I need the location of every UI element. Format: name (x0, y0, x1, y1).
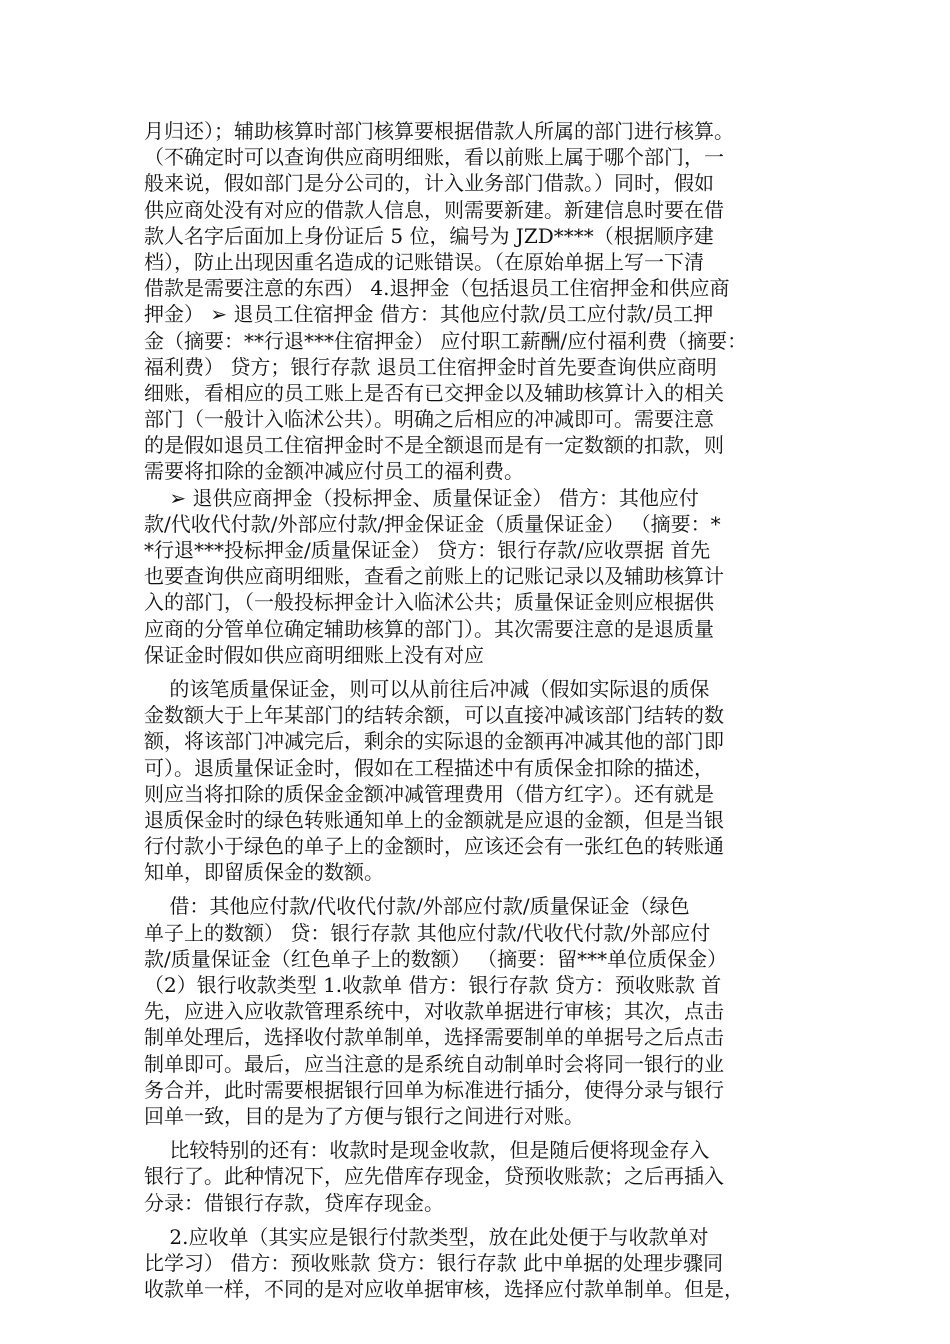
text-line: 可）。退质量保证金时，假如在工程描述中有质保金扣除的描述， (144, 755, 714, 780)
text-line: 的该笔质量保证金，则可以从前往后冲减（假如实际退的质保 (144, 676, 710, 701)
text-line: 制单处理后，选择收付款单制单，选择需要制单的单据号之后点击 (144, 1025, 724, 1050)
text-line: 款/质量保证金（红色单子上的数额） （摘要：留***单位质保金） (144, 946, 728, 971)
text-line: 款/代收代付款/外部应付款/押金保证金（质量保证金） （摘要：* (144, 511, 721, 536)
text-line: 先，应进入应收款管理系统中，对收款单据进行审核；其次，点击 (144, 999, 724, 1024)
text-line: 务合并，此时需要根据银行回单为标准进行插分，使得分录与银行 (144, 1077, 724, 1102)
text-line: 入的部门，（一般投标押金计入临沭公共；质量保证金则应根据供 (144, 590, 714, 615)
text-line: 需要将扣除的金额冲减应付员工的福利费。 (144, 459, 524, 484)
text-line: 回单一致，目的是为了方便与银行之间进行对账。 (144, 1103, 584, 1128)
paragraph-3 (144, 893, 814, 1129)
text-line: （2）银行收款类型 1.收款单 借方：银行存款 贷方：预收账款 首 (144, 973, 722, 997)
paragraph-1 (144, 118, 814, 668)
text-line: 款人名字后面加上身份证后 5 位，编号为 JZD****（根据顺序建 (144, 223, 714, 248)
text-line: 分录：借银行存款，贷库存现金。 (144, 1190, 444, 1215)
text-line: （不确定时可以查询供应商明细账，看以前账上属于哪个部门，一 (144, 145, 724, 170)
paragraph-5 (144, 1224, 814, 1303)
text-line: *行退***投标押金/质量保证金） 贷方：银行存款/应收票据 首先 (144, 538, 711, 562)
text-line: 2.应收单（其实应是银行付款类型，放在此处便于与收款单对 (144, 1224, 709, 1249)
text-line: ➢ 退供应商押金（投标押金、质量保证金） 借方：其他应付 (144, 485, 699, 510)
text-line: 金数额大于上年某部门的结转余额，可以直接冲减该部门结转的数 (144, 703, 724, 728)
text-line: 月归还）；辅助核算时部门核算要根据借款人所属的部门进行核算。 (144, 119, 734, 143)
text-line: 的是假如退员工住宿押金时不是全额退而是有一定数额的扣款，则 (144, 433, 724, 458)
text-line: 押金） ➢ 退员工住宿押金 借方：其他应付款/员工应付款/员工押 (144, 302, 714, 327)
text-line: 部门（一般计入临沭公共）。明确之后相应的冲减即可。需要注意 (144, 407, 714, 432)
text-line: 档），防止出现因重名造成的记账错误。（在原始单据上写一下清 (144, 249, 704, 274)
text-line: 则应当将扣除的质保金金额冲减管理费用（借方红字）。还有就是 (144, 781, 714, 806)
text-line: 知单，即留质保金的数额。 (144, 860, 384, 885)
text-line: 借：其他应付款/代收代付款/外部应付款/质量保证金（绿色 (144, 894, 690, 919)
text-line: 行付款小于绿色的单子上的金额时，应该还会有一张红色的转账通 (144, 834, 724, 859)
text-line: 比较特别的还有：收款时是现金收款，但是随后便将现金存入 (144, 1138, 710, 1163)
text-line: 细账，看相应的员工账上是否有已交押金以及辅助核算计入的相关 (144, 380, 724, 405)
text-line: 应商的分管单位确定辅助核算的部门）。其次需要注意的是退质量 (144, 616, 714, 641)
text-line: 借款是需要注意的东西） 4.退押金（包括退员工住宿押金和供应商 (144, 276, 730, 301)
paragraph-4 (144, 1137, 814, 1216)
text-line: 福利费） 贷方；银行存款 退员工住宿押金时首先要查询供应商明 (144, 354, 717, 379)
text-line: 供应商处没有对应的借款人信息，则需要新建。新建信息时要在借 (144, 197, 724, 222)
text-line: 额，将该部门冲减完后，剩余的实际退的金额再冲减其他的部门即 (144, 729, 724, 754)
text-line: 收款单一样，不同的是对应收单据审核，选择应付款单制单。但是， (144, 1277, 744, 1302)
text-line: 制单即可。最后，应当注意的是系统自动制单时会将同一银行的业 (144, 1051, 724, 1076)
text-line: 比学习） 借方：预收账款 贷方：银行存款 此中单据的处理步骤同 (144, 1250, 724, 1275)
text-line: 银行了。此种情况下，应先借库存现金，贷预收账款；之后再插入 (144, 1164, 724, 1189)
text-line: 金（摘要：**行退***住宿押金） 应付职工薪酬/应付福利费（摘要： (144, 328, 748, 353)
text-line: 般来说，假如部门是分公司的，计入业务部门借款。）同时，假如 (144, 171, 714, 196)
paragraph-2 (144, 676, 814, 886)
text-line: 也要查询供应商明细账，查看之前账上的记账记录以及辅助核算计 (144, 564, 724, 589)
text-line: 保证金时假如供应商明细账上没有对应 (144, 642, 484, 667)
document-body (144, 118, 814, 1302)
text-line: 单子上的数额） 贷：银行存款 其他应付款/代收代付款/外部应付 (144, 920, 711, 945)
text-line: 退质保金时的绿色转账通知单上的金额就是应退的金额，但是当银 (144, 807, 724, 832)
